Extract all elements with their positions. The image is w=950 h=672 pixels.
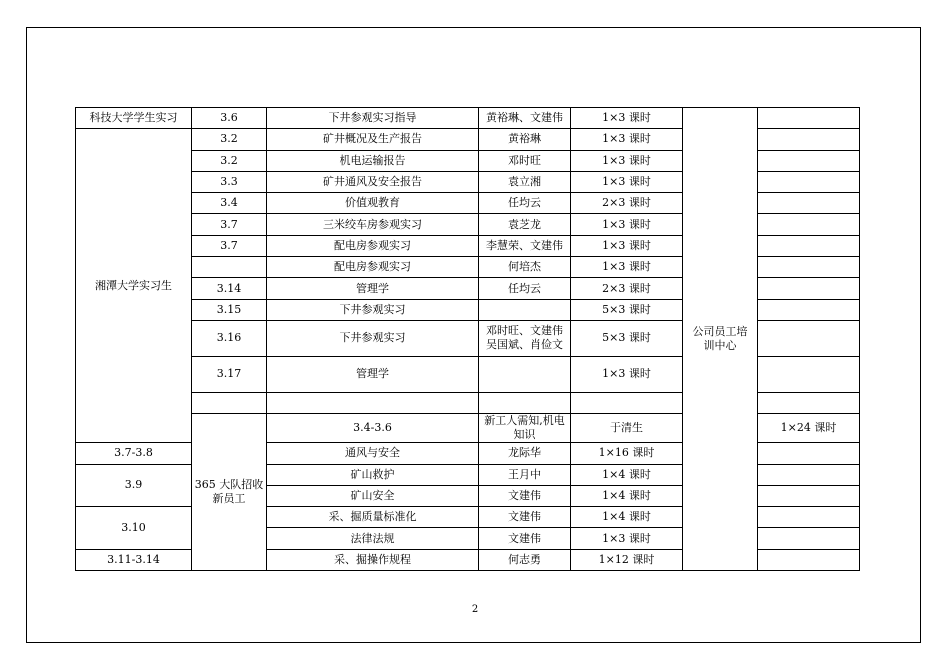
teacher-cell (479, 320, 571, 356)
teacher-cell: 任均云 (479, 278, 571, 299)
hours-cell: 1×3 课时 (571, 171, 683, 192)
date-cell: 3.4-3.6 (267, 414, 479, 443)
topic-cell: 采、掘质量标准化 (267, 507, 479, 528)
hours-cell: 1×3 课时 (571, 214, 683, 235)
remarks-cell (758, 464, 860, 485)
topic-cell (267, 392, 479, 413)
topic-cell: 管理学 (267, 356, 479, 392)
teacher-line: 邓时旺、文建伟 (486, 324, 563, 338)
date-cell (192, 257, 267, 278)
teacher-cell: 袁立湘 (479, 171, 571, 192)
hours-cell: 2×3 课时 (571, 278, 683, 299)
date-cell: 3.17 (192, 356, 267, 392)
remarks-cell (758, 235, 860, 256)
hours-cell: 1×4 课时 (571, 507, 683, 528)
remarks-cell (758, 392, 860, 413)
topic-cell: 新工人需知,机电知识 (479, 414, 571, 443)
topic-cell: 管理学 (267, 278, 479, 299)
date-cell: 3.2 (192, 150, 267, 171)
page-number: 2 (471, 604, 479, 615)
date-cell: 3.2 (192, 129, 267, 150)
remarks-cell (758, 214, 860, 235)
remarks-cell (758, 257, 860, 278)
teacher-cell (479, 392, 571, 413)
teacher-cell: 龙际华 (479, 443, 571, 464)
topic-cell: 价值观教育 (267, 193, 479, 214)
date-cell: 3.9 (76, 464, 192, 507)
topic-cell: 矿山救护 (267, 464, 479, 485)
remarks-cell (758, 356, 860, 392)
hours-cell (571, 392, 683, 413)
remarks-cell (758, 299, 860, 320)
hours-cell: 5×3 课时 (571, 299, 683, 320)
topic-cell: 下井参观实习 (267, 299, 479, 320)
date-cell: 3.7-3.8 (76, 443, 192, 464)
topic-cell: 矿山安全 (267, 485, 479, 506)
date-cell: 3.14 (192, 278, 267, 299)
teacher-cell: 黄裕琳、文建伟 (479, 108, 571, 129)
organizer-cell (683, 108, 758, 571)
training-schedule-table (75, 107, 860, 571)
teacher-cell: 黄裕琳 (479, 129, 571, 150)
teacher-cell: 文建伟 (479, 485, 571, 506)
date-cell: 3.10 (76, 507, 192, 550)
hours-cell: 1×3 课时 (571, 356, 683, 392)
topic-cell: 配电房参观实习 (267, 257, 479, 278)
table-row (76, 108, 860, 129)
hours-cell: 1×3 课时 (571, 528, 683, 549)
date-cell: 3.16 (192, 320, 267, 356)
hours-cell: 1×16 课时 (571, 443, 683, 464)
topic-cell: 机电运输报告 (267, 150, 479, 171)
teacher-cell: 于清生 (571, 414, 683, 443)
hours-cell: 1×3 课时 (571, 150, 683, 171)
hours-cell: 1×3 课时 (571, 129, 683, 150)
hours-cell: 5×3 课时 (571, 320, 683, 356)
teacher-cell: 任均云 (479, 193, 571, 214)
date-cell (192, 392, 267, 413)
remarks-cell (758, 193, 860, 214)
teacher-cell (479, 299, 571, 320)
remarks-cell (758, 507, 860, 528)
hours-cell: 1×3 课时 (571, 257, 683, 278)
teacher-cell: 文建伟 (479, 507, 571, 528)
remarks-cell (758, 528, 860, 549)
teacher-cell: 何培杰 (479, 257, 571, 278)
remarks-cell (758, 129, 860, 150)
remarks-cell (758, 549, 860, 570)
date-cell: 3.4 (192, 193, 267, 214)
date-cell: 3.11-3.14 (76, 549, 192, 570)
topic-cell: 三米绞车房参观实习 (267, 214, 479, 235)
remarks-cell (758, 171, 860, 192)
group-name: 365 大队招收新员工 (192, 414, 267, 571)
remarks-cell (758, 278, 860, 299)
date-cell: 3.3 (192, 171, 267, 192)
teacher-cell: 王月中 (479, 464, 571, 485)
teacher-line: 吴国斌、肖俭文 (486, 338, 563, 352)
topic-cell: 矿井概况及生产报告 (267, 129, 479, 150)
hours-cell: 1×12 课时 (571, 549, 683, 570)
topic-cell: 矿井通风及安全报告 (267, 171, 479, 192)
teacher-cell: 文建伟 (479, 528, 571, 549)
remarks-cell (758, 150, 860, 171)
topic-cell: 配电房参观实习 (267, 235, 479, 256)
hours-cell: 1×3 课时 (571, 235, 683, 256)
hours-cell: 1×4 课时 (571, 485, 683, 506)
topic-cell: 下井参观实习指导 (267, 108, 479, 129)
hours-cell: 1×4 课时 (571, 464, 683, 485)
hours-cell: 1×3 课时 (571, 108, 683, 129)
date-cell: 3.7 (192, 214, 267, 235)
group-name: 科技大学学生实习 (76, 108, 192, 129)
organizer-line: 公司员工培 (692, 325, 748, 339)
remarks-cell (758, 108, 860, 129)
topic-cell: 通风与安全 (267, 443, 479, 464)
group-name: 湘潭大学实习生 (76, 129, 192, 443)
organizer-line: 训中心 (703, 339, 737, 353)
hours-cell: 1×24 课时 (758, 414, 860, 443)
date-cell: 3.15 (192, 299, 267, 320)
remarks-cell (758, 485, 860, 506)
topic-cell: 采、掘操作规程 (267, 549, 479, 570)
date-cell: 3.7 (192, 235, 267, 256)
date-cell: 3.6 (192, 108, 267, 129)
teacher-cell: 袁芝龙 (479, 214, 571, 235)
remarks-cell (758, 443, 860, 464)
hours-cell: 2×3 课时 (571, 193, 683, 214)
teacher-cell: 何志勇 (479, 549, 571, 570)
topic-cell: 下井参观实习 (267, 320, 479, 356)
remarks-cell (758, 320, 860, 356)
topic-cell: 法律法规 (267, 528, 479, 549)
teacher-cell: 邓时旺 (479, 150, 571, 171)
teacher-cell: 李慧荣、文建伟 (479, 235, 571, 256)
teacher-cell (479, 356, 571, 392)
